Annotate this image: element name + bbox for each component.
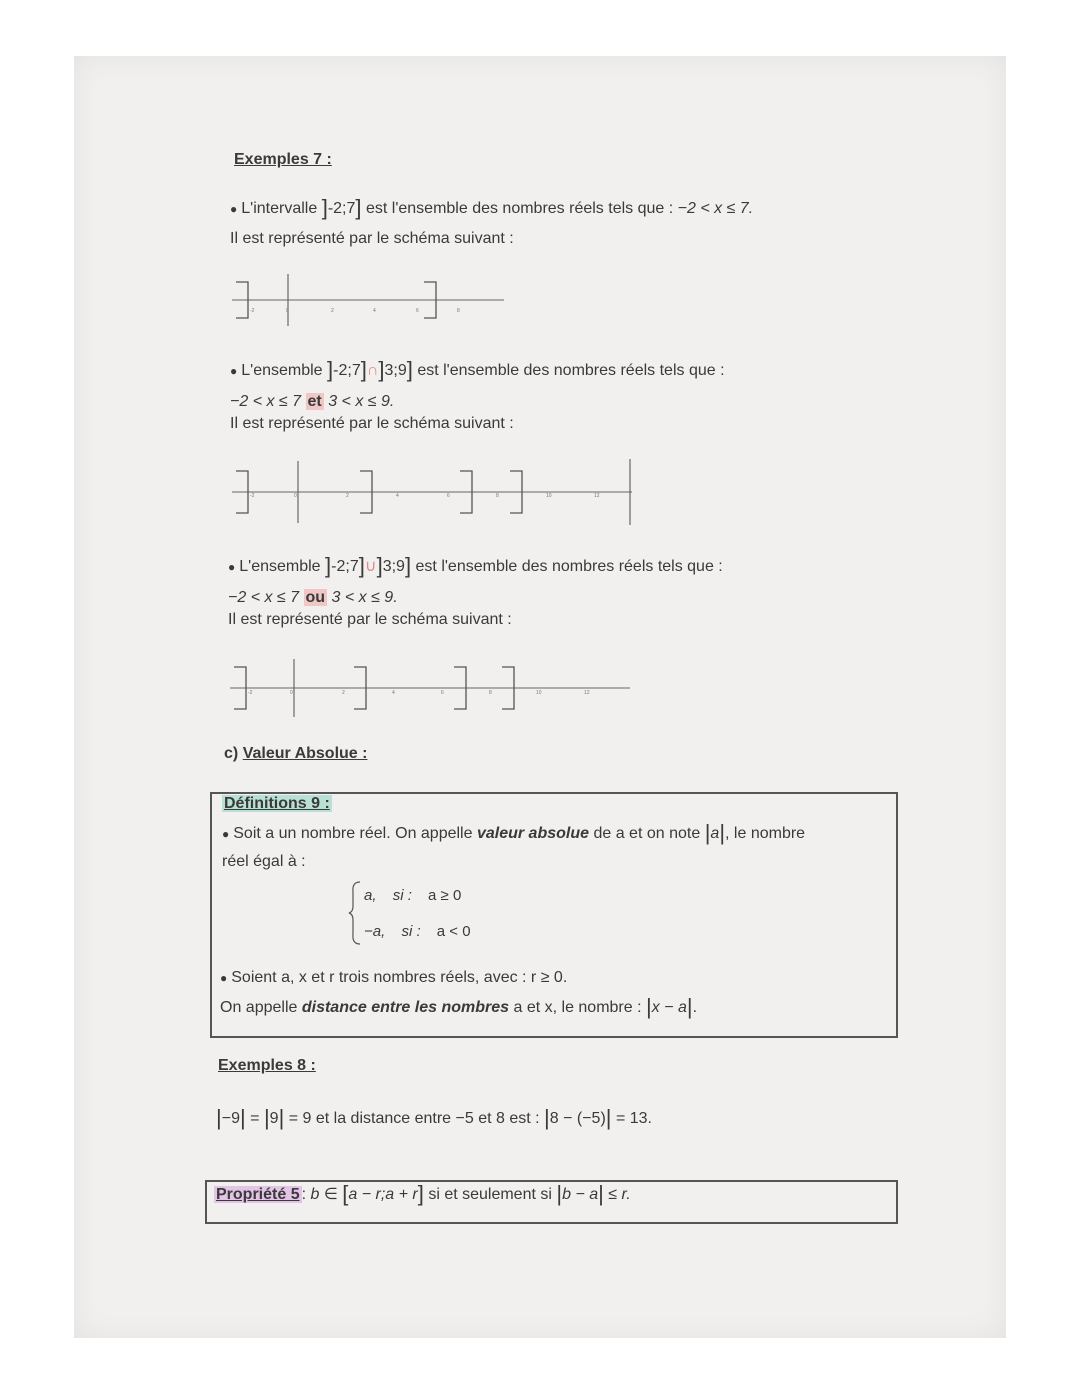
svg-text:6: 6: [441, 690, 444, 696]
number-line-1: [228, 270, 508, 330]
bullet-icon: ●: [222, 827, 230, 841]
item3-condition: −2 < x ≤ 7 ou 3 < x ≤ 9.: [228, 589, 398, 606]
item2-sentence: ● L'ensemble ]-2;7]∩]3;9] est l'ensemble des nombres réels tels que :: [230, 357, 725, 382]
def9-para2-line2: On appelle distance entre les nombres a et x, le nombre : |x − a|.: [220, 994, 698, 1019]
examples-8-heading: Exemples 8 :: [218, 1057, 316, 1074]
item3-schema-label: Il est représenté par le schéma suivant :: [228, 611, 512, 628]
svg-text:0: 0: [286, 308, 289, 314]
svg-text:6: 6: [447, 493, 450, 499]
item1-schema-label: Il est représenté par le schéma suivant :: [230, 230, 514, 247]
svg-text:8: 8: [489, 690, 492, 696]
item1-sentence: ● L'intervalle ]-2;7] est l'ensemble des nombres réels tels que : −2 < x ≤ 7.: [230, 195, 754, 220]
svg-text:2: 2: [342, 690, 345, 696]
item2-condition: −2 < x ≤ 7 et 3 < x ≤ 9.: [230, 393, 395, 410]
svg-text:-2: -2: [250, 308, 255, 314]
bullet-icon: ●: [230, 364, 238, 378]
svg-text:12: 12: [584, 690, 590, 696]
item3-sentence: ● L'ensemble ]-2;7]∪]3;9] est l'ensemble des nombres réels tels que :: [228, 553, 723, 578]
number-line-2: [228, 455, 638, 530]
svg-text:10: 10: [536, 690, 542, 696]
section-c-heading: c) Valeur Absolue :: [224, 745, 368, 762]
number-line-3: [226, 655, 636, 720]
bullet-icon: ●: [228, 560, 236, 574]
svg-text:-2: -2: [250, 493, 255, 499]
examples-7-heading: Exemples 7 :: [234, 151, 332, 168]
svg-text:-2: -2: [248, 690, 253, 696]
bullet-icon: ●: [230, 202, 238, 216]
left-brace-icon: [348, 880, 362, 946]
svg-text:2: 2: [331, 308, 334, 314]
case-1: a, si : a ≥ 0: [364, 887, 462, 904]
def9-para1-line2: réel égal à :: [222, 853, 306, 870]
svg-text:2: 2: [346, 493, 349, 499]
svg-text:8: 8: [457, 308, 460, 314]
def9-para2: ● Soient a, x et r trois nombres réels, avec : r ≥ 0.: [220, 969, 568, 986]
case-2: −a, si : a < 0: [364, 923, 471, 940]
definitions-9-heading: Définitions 9 :: [224, 795, 330, 812]
bullet-icon: ●: [220, 971, 228, 985]
examples-8-line: |−9| = |9| = 9 et la distance entre −5 et 8 est : |8 − (−5)| = 13.: [216, 1105, 652, 1130]
svg-text:4: 4: [392, 690, 395, 696]
def9-para1: ● Soit a un nombre réel. On appelle valeur absolue de a et on note |a|, le nombre: [222, 820, 806, 845]
svg-text:12: 12: [594, 493, 600, 499]
svg-text:6: 6: [416, 308, 419, 314]
svg-text:4: 4: [396, 493, 399, 499]
svg-text:10: 10: [546, 493, 552, 499]
property-5-line: Propriété 5 : b ∈ [a − r;a + r] si et seulement si |b − a| ≤ r.: [216, 1181, 631, 1206]
svg-text:0: 0: [290, 690, 293, 696]
item2-schema-label: Il est représenté par le schéma suivant :: [230, 415, 514, 432]
svg-text:4: 4: [373, 308, 376, 314]
svg-text:8: 8: [496, 493, 499, 499]
svg-text:0: 0: [294, 493, 297, 499]
